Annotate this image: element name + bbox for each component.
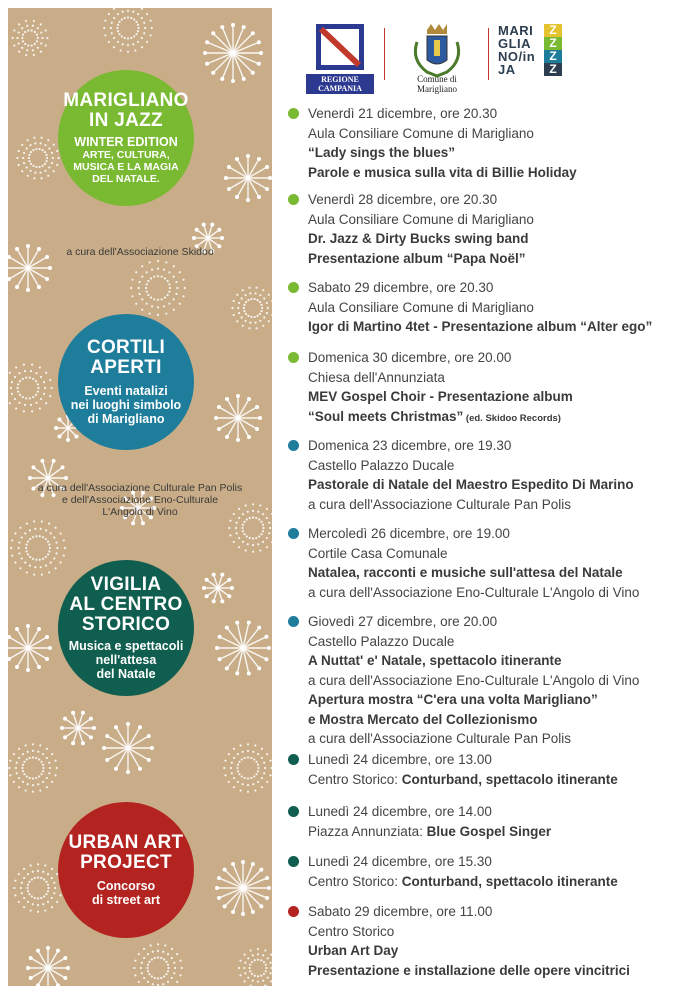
- sponsor-logos: [300, 18, 590, 94]
- event-text: Sabato 29 dicembre, ore 20.30: [308, 280, 494, 295]
- event-text: Lunedì 24 dicembre, ore 14.00: [308, 804, 492, 819]
- snowflake-icon: [130, 260, 186, 316]
- event-line-place: [308, 124, 688, 144]
- event-text: Lunedì 24 dicembre, ore 15.30: [308, 854, 492, 869]
- circle-urban-art-project: [58, 802, 194, 938]
- event-text: Aula Consiliare Comune di Marigliano: [308, 211, 534, 227]
- event-line-date: [308, 612, 688, 632]
- circle-subtitle: Musica e spettacoli nell'attesa del Natale: [68, 639, 184, 681]
- event-line-date: [308, 524, 688, 544]
- curator-note: a cura dell'Associazione Culturale Pan Polis e dell'Associazione Eno-Culturale L'Angolo di Vino: [37, 482, 243, 518]
- event-text: Presentazione e installazione delle opere vincitrici: [308, 962, 630, 978]
- event-text: Aula Consiliare Comune di Marigliano: [308, 299, 534, 315]
- circle-subtitle: Concorso di street art: [91, 879, 161, 907]
- snowflake-icon: [26, 946, 70, 986]
- event-line-date: [308, 436, 688, 456]
- event-text: Castello Palazzo Ducale: [308, 457, 455, 473]
- logo-letter: Z: [549, 62, 557, 76]
- event-text: Domenica 23 dicembre, ore 19.30: [308, 438, 512, 453]
- circle-subtitle-2: ARTE, CULTURA, MUSICA E LA MAGIA DEL NATALE.: [73, 149, 179, 185]
- event-text: a cura dell'Associazione Eno-Culturale L'Angolo di Vino: [308, 672, 640, 688]
- circle-title: URBAN ART PROJECT: [68, 832, 184, 873]
- event-line-place: [308, 210, 688, 230]
- event-line-date: [308, 750, 688, 770]
- event-text: Lunedì 24 dicembre, ore 13.00: [308, 752, 492, 767]
- event-text: Venerdì 21 dicembre, ore 20.30: [308, 106, 498, 121]
- event-line-date: [308, 348, 688, 368]
- event-line-place: [308, 632, 688, 652]
- event-text: Cortile Casa Comunale: [308, 545, 448, 561]
- event-line-date: [308, 852, 688, 872]
- event-item: [288, 612, 688, 749]
- curator-note: a cura dell'Associazione Skidoo: [66, 246, 214, 258]
- circle-marigliano-in-jazz: [58, 70, 194, 206]
- snowflake-icon: [8, 364, 53, 413]
- left-panel: [8, 8, 272, 986]
- event-text: Parole e musica sulla vita di Billie Holiday: [308, 164, 577, 180]
- event-text: Dr. Jazz & Dirty Bucks swing band: [308, 231, 529, 246]
- event-text: “Soul meets Christmas”: [308, 408, 464, 424]
- event-text: Domenica 30 dicembre, ore 20.00: [308, 350, 512, 365]
- event-text: Mercoledì 26 dicembre, ore 19.00: [308, 526, 510, 541]
- event-line-b: [308, 710, 688, 730]
- event-bullet-icon: [288, 754, 299, 765]
- logo-text-line: JA: [498, 62, 516, 77]
- circle-subtitle: Eventi natalizi nei luoghi simbolo di Marigliano: [70, 384, 182, 426]
- event-item: [288, 278, 688, 337]
- event-bullet-icon: [288, 440, 299, 451]
- event-line-b: [308, 229, 688, 249]
- event-text: a cura dell'Associazione Culturale Pan Polis: [308, 731, 571, 746]
- snowflake-icon: [8, 743, 58, 793]
- event-bullet-icon: [288, 194, 299, 205]
- event-bullet-icon: [288, 352, 299, 363]
- logo-text-line: GLIA: [498, 36, 532, 51]
- circle-cortili-aperti: [58, 314, 194, 450]
- event-line-place: [308, 368, 688, 388]
- regione-campania-label: REGIONE CAMPANIA: [306, 74, 374, 94]
- event-item: [288, 852, 688, 891]
- circle-vigilia-centro-storico: [58, 560, 194, 696]
- event-line-b: [308, 143, 688, 163]
- event-text: “Lady sings the blues”: [308, 145, 456, 160]
- comune-crest-icon: [407, 20, 467, 78]
- event-line-b: [308, 163, 688, 183]
- event-line-b: [308, 317, 688, 337]
- event-text: Castello Palazzo Ducale: [308, 633, 455, 649]
- logo-letter: Z: [549, 36, 557, 50]
- logo-letter: Z: [549, 23, 557, 37]
- event-text: Urban Art Day: [308, 943, 399, 958]
- snowflake-icon: [16, 137, 59, 180]
- event-line-date: [308, 802, 688, 822]
- snowflake-icon: [214, 394, 262, 442]
- event-line-b: [308, 387, 688, 407]
- snowflake-icon: [215, 621, 271, 676]
- event-line-place: [308, 583, 688, 603]
- comune-marigliano-logo: [398, 20, 476, 98]
- event-text: Pastorale di Natale del Maestro Espedito Di Marino: [308, 477, 634, 492]
- event-text: Natalea, racconti e musiche sull'attesa del Natale: [308, 565, 623, 580]
- event-line-b: [308, 249, 688, 269]
- event-line-date: [308, 104, 688, 124]
- event-text: Centro Storico:: [308, 873, 402, 889]
- event-line-b: [308, 563, 688, 583]
- event-line-date: [308, 278, 688, 298]
- event-line-b: [308, 941, 688, 961]
- event-bullet-icon: [288, 108, 299, 119]
- snowflake-icon: [223, 743, 272, 793]
- event-line-b: [308, 961, 688, 981]
- event-bullet-icon: [288, 616, 299, 627]
- event-text-bold: Conturband, spettacolo itinerante: [401, 771, 618, 787]
- snowflake-icon: [203, 23, 263, 83]
- event-text: Centro Storico: [308, 923, 395, 939]
- event-text: Venerdì 28 dicembre, ore 20.30: [308, 192, 498, 207]
- event-line-place: [308, 298, 688, 318]
- event-text: Aula Consiliare Comune di Marigliano: [308, 125, 534, 141]
- regione-campania-logo: [306, 24, 374, 100]
- event-line-place: [308, 729, 688, 749]
- snowflake-icon: [215, 860, 271, 916]
- logo-divider: [384, 28, 385, 80]
- event-item: [288, 750, 688, 789]
- snowflake-icon: [10, 520, 66, 575]
- event-line-place: [308, 872, 688, 892]
- event-item: [288, 436, 688, 514]
- snowflake-icon: [202, 573, 234, 604]
- event-text-bold: Conturband, spettacolo itinerante: [401, 873, 618, 889]
- event-bullet-icon: [288, 282, 299, 293]
- snowflake-icon: [12, 20, 49, 56]
- event-bullet-icon: [288, 906, 299, 917]
- event-item: [288, 348, 688, 428]
- event-text: Sabato 29 dicembre, ore 11.00: [308, 904, 493, 919]
- event-line-place: [308, 822, 688, 842]
- event-text-bold: Blue Gospel Singer: [426, 823, 552, 839]
- event-text-note: (ed. Skidoo Records): [463, 412, 561, 424]
- event-bullet-icon: [288, 806, 299, 817]
- logo-letter: Z: [549, 49, 557, 63]
- event-text: Giovedì 27 dicembre, ore 20.00: [308, 614, 498, 629]
- snowflake-icon: [238, 948, 272, 986]
- event-text: Chiesa dell'Annunziata: [308, 369, 445, 385]
- snowflake-icon: [103, 8, 153, 53]
- snowflake-icon: [8, 624, 52, 672]
- event-item: [288, 190, 688, 268]
- event-line-b: [308, 475, 688, 495]
- event-line-date: [308, 902, 688, 922]
- snowflake-icon: [224, 154, 272, 202]
- event-item: [288, 902, 688, 980]
- event-bullet-icon: [288, 856, 299, 867]
- logo-divider: [488, 28, 489, 80]
- event-line-place: [308, 671, 688, 691]
- circle-title: VIGILIA AL CENTRO STORICO: [69, 574, 183, 635]
- snowflake-icon: [231, 287, 272, 330]
- event-text: A Nuttat' e' Natale, spettacolo itinerante: [308, 653, 562, 668]
- event-line-place: [308, 495, 688, 515]
- marigliano-in-jazz-logo: [498, 22, 568, 88]
- event-text: a cura dell'Associazione Culturale Pan Polis: [308, 496, 571, 512]
- event-text: Igor di Martino 4tet - Presentazione album “Alter ego”: [308, 319, 653, 334]
- event-item: [288, 802, 688, 841]
- event-item: [288, 524, 688, 602]
- snowflake-icon: [133, 943, 183, 986]
- circle-title: MARIGLIANO IN JAZZ: [63, 90, 189, 131]
- event-line-b: [308, 651, 688, 671]
- event-line-place: [308, 456, 688, 476]
- event-line-b: [308, 690, 688, 710]
- snowflake-icon: [102, 722, 154, 774]
- event-text: Centro Storico:: [308, 771, 402, 787]
- event-text: MEV Gospel Choir - Presentazione album: [308, 389, 573, 404]
- event-text: Presentazione album “Papa Noël”: [308, 250, 526, 266]
- logo-text-line: MARI: [498, 23, 534, 38]
- event-line-b: [308, 407, 688, 429]
- regione-campania-emblem-icon: [316, 24, 364, 70]
- event-text: a cura dell'Associazione Eno-Culturale L'Angolo di Vino: [308, 584, 640, 600]
- event-text: Apertura mostra “C'era una volta Marigliano”: [308, 692, 598, 707]
- event-text: e Mostra Mercato del Collezionismo: [308, 711, 538, 727]
- event-text: Piazza Annunziata:: [308, 823, 427, 839]
- event-line-place: [308, 770, 688, 790]
- logo-z-block: [544, 63, 562, 76]
- event-bullet-icon: [288, 528, 299, 539]
- event-item: [288, 104, 688, 182]
- event-line-date: [308, 190, 688, 210]
- circle-subtitle: WINTER EDITION: [74, 135, 178, 149]
- event-line-place: [308, 544, 688, 564]
- snowflake-icon: [60, 711, 96, 745]
- comune-label: Comune di Marigliano: [417, 74, 457, 94]
- event-line-place: [308, 922, 688, 942]
- logo-text-line: NO/in: [498, 49, 536, 64]
- circle-title: CORTILI APERTI: [86, 337, 166, 378]
- snowflake-icon: [13, 863, 63, 913]
